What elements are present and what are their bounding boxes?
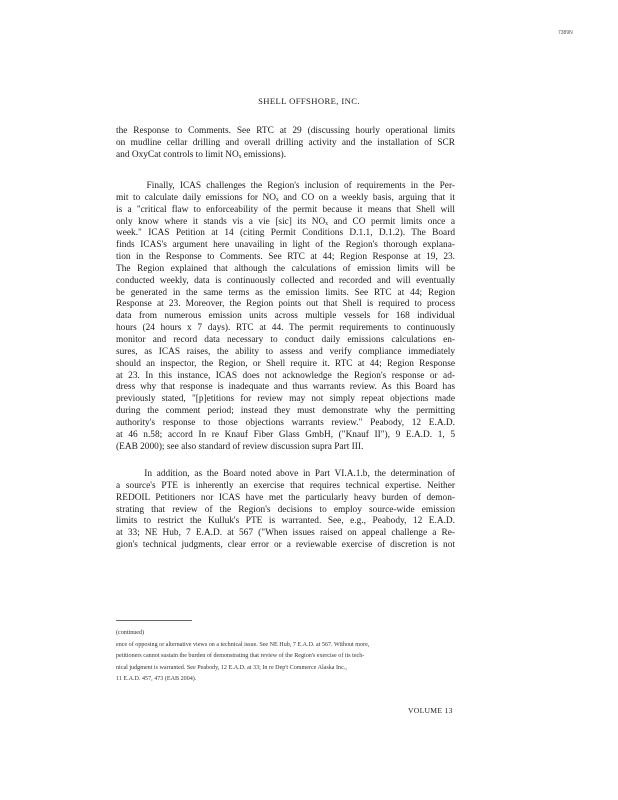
text-line: only know where it stands vis a vie [sic] its NOₓ and CO permit limits once a — [116, 216, 455, 227]
text-line: at 23. In this instance, ICAS does not acknowledge the Region's response or ad- — [116, 370, 455, 381]
text-line: In addition, as the Board noted above in Part VI.A.1.b, the determination of — [116, 469, 455, 479]
text-line: tion in the Response to Comments. See RTC at 44; Region Response at 19, 23. — [116, 252, 455, 263]
footnote-line: petitioners cannot sustain the burden of demonstrating that review of the Region's exercise of its tech- — [116, 653, 365, 659]
paragraph-1 — [116, 126, 455, 162]
text-line: (EAB 2000); see also standard of review discussion supra Part III. — [116, 441, 364, 452]
footnote-line: 11 E.A.D. 457, 473 (EAB 2004). — [116, 676, 197, 682]
page-identifier: 7389N — [558, 30, 573, 36]
text-line: at 46 n.58; accord In re Knauf Fiber Glass GmbH, ("Knauf II"), 9 E.A.D. 1, 5 — [116, 429, 455, 440]
volume-footer: VOLUME 13 — [408, 706, 453, 715]
text-line: hours (24 hours x 7 days). RTC at 44. The permit requirements to continuously — [116, 323, 455, 334]
paragraph-3 — [116, 469, 455, 552]
text-line: The Region explained that although the calculations of emission limits will be — [116, 263, 455, 274]
text-line: gion's technical judgments, clear error or a reviewable exercise of discretion is not — [116, 540, 455, 551]
footnote-line: (continued) — [116, 630, 145, 636]
footnote-line: ence of opposing or alternative views on a technical issue. See NE Hub, 7 E.A.D. at 567. Without more, — [116, 641, 370, 648]
text-line: conducted weekly, data is continuously collected and recorded and will eventually — [116, 275, 455, 286]
text-line: monitor and record data necessary to conduct daily emissions calculations en- — [116, 334, 455, 345]
footnote-line: nical judgment is warranted. See Peabody, 12 E.A.D. at 33; In re Dep't Commerce Alaska Inc., — [116, 664, 347, 671]
text-line: Response at 23. Moreover, the Region points out that Shell is required to process — [116, 299, 455, 310]
paragraph-2 — [116, 181, 455, 453]
text-line: data from numerous emission units across multiple vessels for 168 individual — [116, 311, 455, 322]
footnote — [116, 628, 455, 686]
text-line: finds ICAS's argument here unavailing in light of the Region's thorough explana- — [116, 240, 455, 251]
text-line: REDOIL Petitioners nor ICAS have met the particularly heavy burden of demon- — [116, 492, 455, 503]
text-line: is a "critical flaw to enforceability of the permit because it means that Shell will — [116, 204, 455, 215]
text-line: a source's PTE is inherently an exercise that requires technical expertise. Neither — [116, 480, 455, 491]
text-line: be generated in the same terms as the emission limits. See RTC at 44; Region — [116, 287, 455, 298]
text-line: limits to restrict the Kulluk's PTE is warranted. See, e.g., Peabody, 12 E.A.D. — [116, 516, 455, 527]
text-line: week." ICAS Petition at 14 (citing Permit Conditions D.1.1, D.1.2). The Board — [116, 228, 455, 239]
text-line: sures, as ICAS raises, the ability to assess and verify compliance immediately — [116, 346, 455, 357]
footnote-divider — [116, 620, 192, 621]
text-line: dress why that response is inadequate and thus warrants review. As this Board has — [116, 382, 455, 393]
text-line: previously stated, "[p]etitions for review may not simply repeat objections made — [116, 394, 455, 405]
text-line: strating that review of the Region's decisions to employ source-wide emission — [116, 504, 455, 515]
running-head: SHELL OFFSHORE, INC. — [258, 96, 360, 106]
text-line: during the comment period; instead they must demonstrate why the permitting — [116, 406, 455, 417]
text-line: mit to calculate daily emissions for NOₓ and CO on a weekly basis, arguing that it — [116, 192, 455, 203]
text-line: Finally, ICAS challenges the Region's inclusion of requirements in the Per- — [116, 181, 455, 191]
text-line: the Response to Comments. See RTC at 29 (discussing hourly operational limits — [116, 126, 455, 136]
text-line: and OxyCat controls to limit NOₓ emissions). — [116, 149, 287, 160]
text-line: on mudline cellar drilling and overall drilling activity and the installation of SCR — [116, 137, 455, 148]
text-line: at 33; NE Hub, 7 E.A.D. at 567 ("When issues raised on appeal challenge a Re- — [116, 528, 455, 539]
text-line: authority's response to those objections warrants review." Peabody, 12 E.A.D. — [116, 417, 455, 428]
text-line: should an inspector, the Region, or Shell require it. RTC at 44; Region Response — [116, 358, 455, 369]
